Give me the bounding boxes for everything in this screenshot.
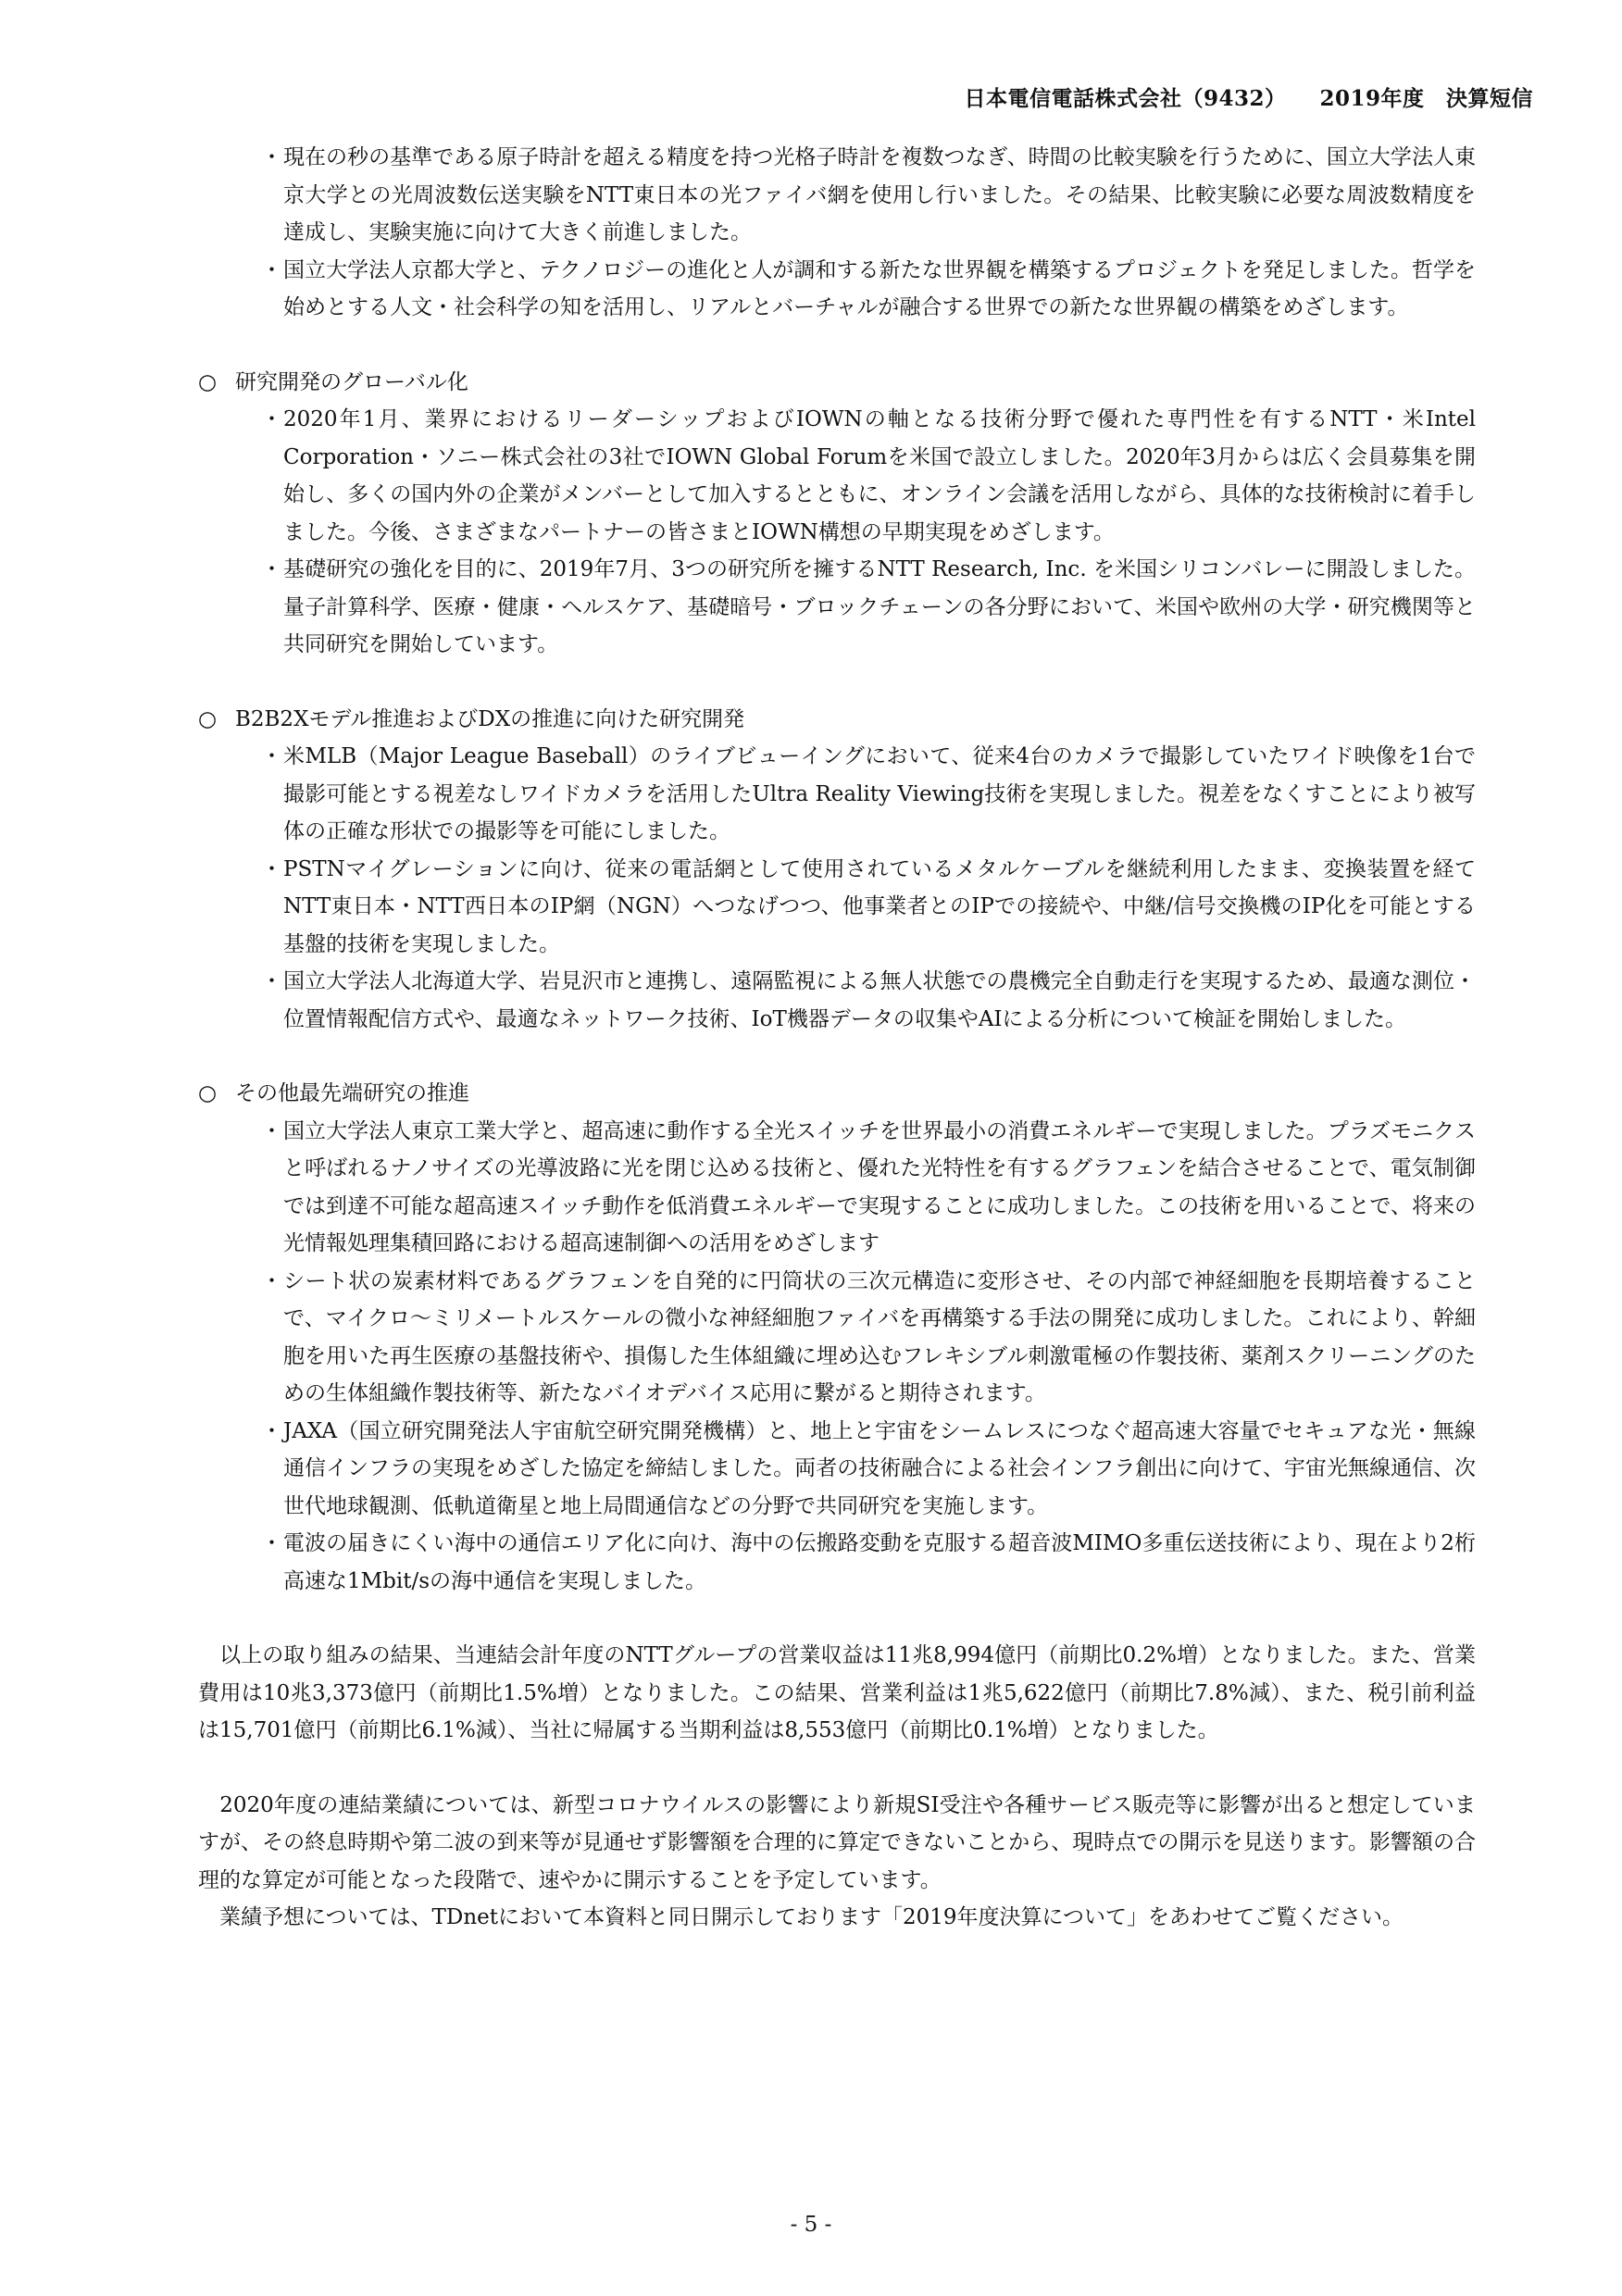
bullet-item: ・ 国立大学法人東京工業大学と、超高速に動作する全光スイッチを世界最小の消費エネルギーで実現しました。プラズモニクスと呼ばれるナノサイズの光導波路に光を閉じ込める技術と、優れた光特性を有するグラフェンを結合させることで、電気制御では到達不可能な超高速スイッチ動作を低消費エネルギーで実現することに成功しました。この技術を用いることで、将来の光情報処理集積回路における超高速制御への活用をめざします	[198, 1113, 1476, 1263]
section-b2b2x-dx	[198, 701, 1476, 1039]
bullet-item: ・ 国立大学法人北海道大学、岩見沢市と連携し、遠隔監視による無人状態での農機完全自動走行を実現するため、最適な測位・位置情報配信方式や、最適なネットワーク技術、IoT機器データの収集やAIによる分析について検証を開始しました。	[198, 963, 1476, 1038]
bullet-item: ・ シート状の炭素材料であるグラフェンを自発的に円筒状の三次元構造に変形させ、その内部で神経細胞を長期培養することで、マイクロ～ミリメートルスケールの微小な神経細胞ファイバを再構築する手法の開発に成功しました。これにより、幹細胞を用いた再生医療の基盤技術や、損傷した生体組織に埋め込むフレキシブル刺激電極の作製技術、薬剤スクリーニングのための生体組織作製技術等、新たなバイオデバイス応用に繋がると期待されます。	[198, 1263, 1476, 1413]
top-bullet-list	[198, 139, 1476, 327]
section-heading	[198, 1075, 1476, 1113]
circle-marker-icon: ○	[198, 706, 218, 731]
forecast-text: 2020年度の連結業績については、新型コロナウイルスの影響により新規SI受注や各種サービス販売等に影響が出ると想定していますが、その終息時期や第二波の到来等が見通せず影響額を合理的に算定できないことから、現時点での開示を見送ります。影響額の合理的な算定が可能となった段階で、速やかに開示することを予定しています。	[198, 1792, 1476, 1892]
bullet-item: ・ JAXA（国立研究開発法人宇宙航空研究開発機構）と、地上と宇宙をシームレスにつなぐ超高速大容量でセキュアな光・無線通信インフラの実現をめざした協定を締結しました。両者の技術融合による社会インフラ創出に向けて、宇宙光無線通信、次世代地球観測、低軌道衛星と地上局間通信などの分野で共同研究を実施します。	[198, 1413, 1476, 1526]
section-advanced-research	[198, 1075, 1476, 1600]
document-body	[198, 139, 1476, 1937]
results-block	[198, 1637, 1476, 1750]
bullet-list	[198, 401, 1476, 664]
page-number: - 5 -	[790, 2213, 832, 2237]
results-paragraph	[198, 1637, 1476, 1750]
section-title-text: B2B2Xモデル推進およびDXの推進に向けた研究開発	[235, 706, 745, 731]
forecast-paragraph	[198, 1787, 1476, 1900]
forecast-paragraph	[198, 1899, 1476, 1937]
forecast-block	[198, 1787, 1476, 1937]
results-text: 以上の取り組みの結果、当連結会計年度のNTTグループの営業収益は11兆8,994億円（前期比0.2%増）となりました。また、営業費用は10兆3,373億円（前期比1.5%増）となりました。この結果、営業利益は1兆5,622億円（前期比7.8%減）、また、税引前利益は15,701億円（前期比6.1%減）、当社に帰属する当期利益は8,553億円（前期比0.1%増）となりました。	[198, 1643, 1477, 1742]
section-title-text: 研究開発のグローバル化	[235, 369, 468, 394]
circle-marker-icon: ○	[198, 1081, 218, 1105]
report-title: 2019年度 決算短信	[1319, 86, 1533, 111]
bullet-list	[198, 738, 1476, 1038]
section-title-text: その他最先端研究の推進	[235, 1081, 469, 1105]
page-header	[964, 81, 1533, 112]
section-heading	[198, 701, 1476, 739]
forecast-text: 業績予想については、TDnetにおいて本資料と同日開示しております「2019年度決算について」をあわせてご覧ください。	[219, 1905, 1404, 1929]
bullet-item: ・ 2020年1月、業界におけるリーダーシップおよびIOWNの軸となる技術分野で優れた専門性を有するNTT・米Intel Corporation・ソニー株式会社の3社でIOWN Global Forumを米国で設立しました。2020年3月からは広く会員募集を開始し、多くの国内外の企業がメンバーとして加入するとともに、オンライン会議を活用しながら、具体的な技術検討に着手しました。今後、さまざまなパートナーの皆さまとIOWN構想の早期実現をめざします。	[198, 401, 1476, 551]
bullet-item: ・ 基礎研究の強化を目的に、2019年7月、3つの研究所を擁するNTT Research, Inc. を米国シリコンバレーに開設しました。量子計算科学、医療・健康・ヘルスケア、基礎暗号・ブロックチェーンの各分野において、米国や欧州の大学・研究機関等と共同研究を開始しています。	[198, 551, 1476, 664]
bullet-item: ・ 米MLB（Major League Baseball）のライブビューイングにおいて、従来4台のカメラで撮影していたワイド映像を1台で撮影可能とする視差なしワイドカメラを活用したUltra Reality Viewing技術を実現しました。視差をなくすことにより被写体の正確な形状での撮影等を可能にしました。	[198, 738, 1476, 851]
bullet-item: ・ 現在の秒の基準である原子時計を超える精度を持つ光格子時計を複数つなぎ、時間の比較実験を行うために、国立大学法人東京大学との光周波数伝送実験をNTT東日本の光ファイバ網を使用し行いました。その結果、比較実験に必要な周波数精度を達成し、実験実施に向けて大きく前進しました。	[198, 139, 1476, 252]
circle-marker-icon: ○	[198, 369, 218, 394]
company-name: 日本電信電話株式会社（9432）	[964, 86, 1287, 111]
section-heading	[198, 364, 1476, 402]
bullet-item: ・ 国立大学法人京都大学と、テクノロジーの進化と人が調和する新たな世界観を構築するプロジェクトを発足しました。哲学を始めとする人文・社会科学の知を活用し、リアルとバーチャルが融合する世界での新たな世界観の構築をめざします。	[198, 252, 1476, 327]
bullet-item: ・ 電波の届きにくい海中の通信エリア化に向け、海中の伝搬路変動を克服する超音波MIMO多重伝送技術により、現在より2桁高速な1Mbit/sの海中通信を実現しました。	[198, 1525, 1476, 1600]
bullet-item: ・ PSTNマイグレーションに向け、従来の電話網として使用されているメタルケーブルを継続利用したまま、変換装置を経てNTT東日本・NTT西日本のIP網（NGN）へつなげつつ、他事業者とのIPでの接続や、中継/信号交換機のIP化を可能とする基盤的技術を実現しました。	[198, 851, 1476, 964]
bullet-list	[198, 1113, 1476, 1601]
section-global-rd	[198, 364, 1476, 664]
